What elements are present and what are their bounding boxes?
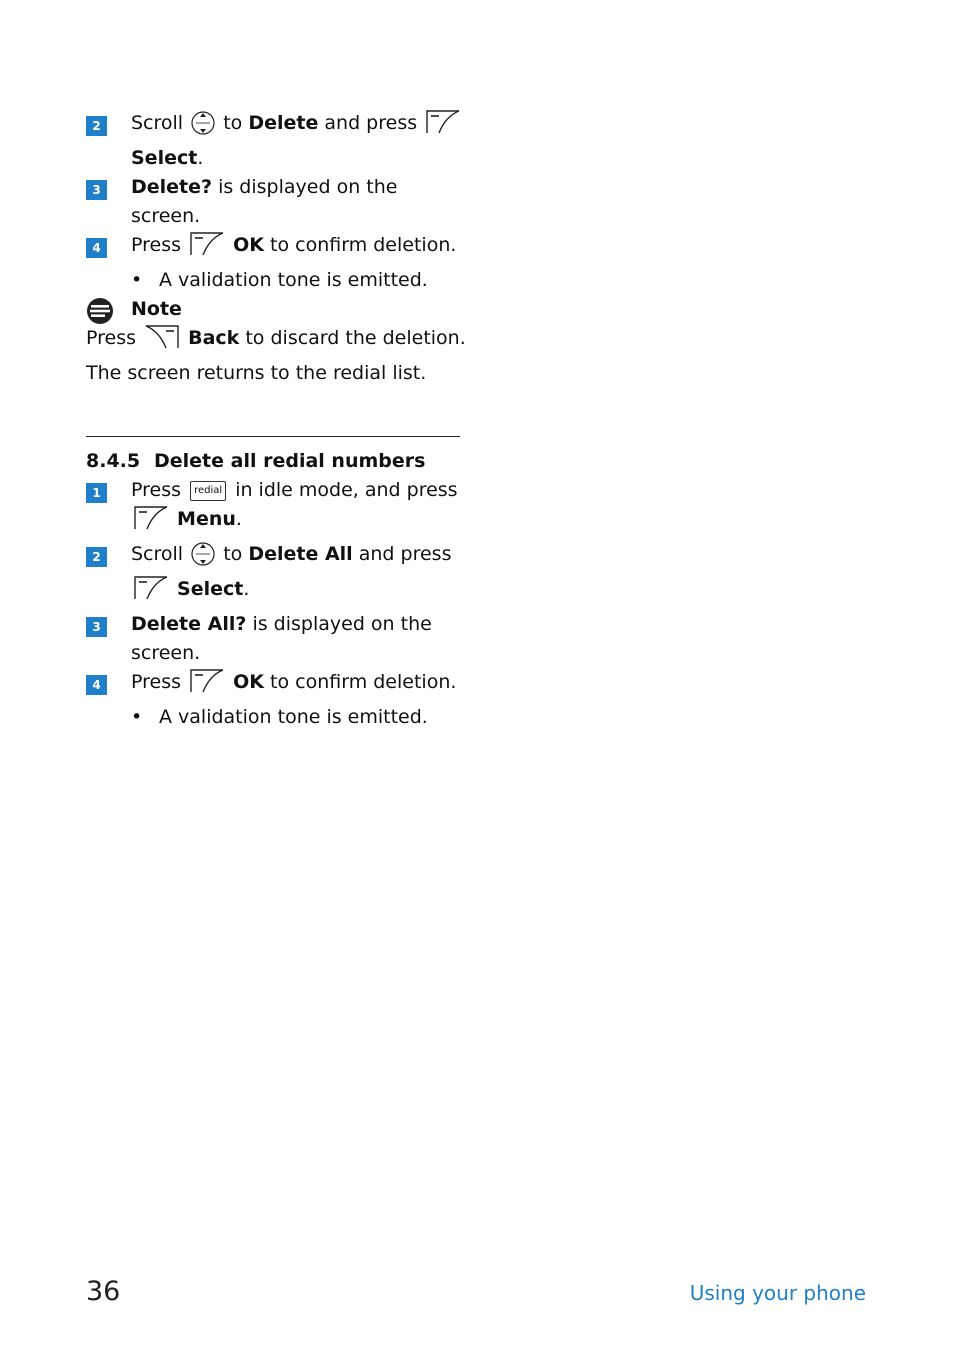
bullet-item: • A validation tone is emitted.: [131, 269, 428, 291]
note-text: Press Back to discard the deletion. The screen returns to the redial list.: [86, 324, 466, 388]
step-number: 4: [86, 675, 107, 695]
step-3-confirm-display: 3 Delete? is displayed on the screen.: [86, 173, 466, 231]
step-number: 2: [86, 116, 107, 136]
right-softkey-icon: [144, 324, 180, 359]
page-number: 36: [86, 1276, 121, 1307]
nav-scroll-icon: [191, 542, 215, 575]
left-softkey-icon: [189, 668, 225, 703]
bullet-item: • A validation tone is emitted.: [131, 706, 428, 728]
step-4-press-ok: 4 Press OK to confirm deletion.: [86, 231, 466, 266]
content-column: [86, 109, 466, 732]
left-softkey-icon: [425, 109, 461, 144]
step-number: 1: [86, 483, 107, 503]
left-softkey-icon: [133, 505, 169, 540]
step-4-press-ok: 4 Press OK to confirm deletion.: [86, 668, 466, 703]
section-divider: [86, 436, 460, 437]
nav-scroll-icon: [191, 111, 215, 144]
note-heading: Note: [86, 295, 466, 324]
step-number: 2: [86, 547, 107, 567]
left-softkey-icon: [133, 575, 169, 610]
step-number: 4: [86, 238, 107, 258]
step-2-delete-all: 2 Scroll to Delete All and press Select.: [86, 540, 466, 610]
step-1-press-redial: 1 Press redial in idle mode, and press Menu.: [86, 476, 466, 540]
step-2-delete: 2 Scroll to Delete and press Select.: [86, 109, 466, 173]
step-number: 3: [86, 180, 107, 200]
step-number: 3: [86, 617, 107, 637]
left-softkey-icon: [189, 231, 225, 266]
redial-key-icon: redial: [190, 481, 226, 501]
note-icon: [86, 297, 114, 334]
section-heading: 8.4.5 Delete all redial numbers: [86, 450, 426, 472]
chapter-title: Using your phone: [689, 1281, 866, 1305]
step-3-delete-all-display: 3 Delete All? is displayed on the screen.: [86, 610, 466, 668]
